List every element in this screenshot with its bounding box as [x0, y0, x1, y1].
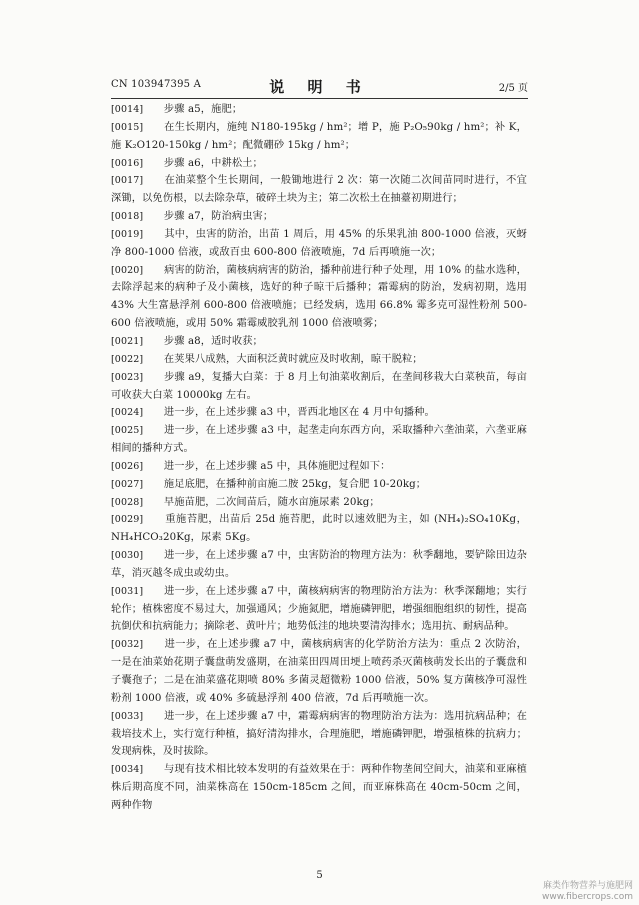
paragraph-number: [0032]: [111, 639, 144, 651]
document-title: 说 明 书: [269, 78, 370, 96]
header-rule: [111, 98, 528, 99]
paragraph-number: [0027]: [111, 478, 144, 490]
paragraph-text: 步骤 a6，中耕松土；: [143, 156, 263, 169]
paragraph-text: 进一步，在上述步骤 a3 中，晋西北地区在 4 月中旬播种。: [143, 406, 435, 419]
patent-number: CN 103947395 A: [111, 79, 202, 90]
paragraph-text: 进一步，在上述步骤 a7 中，霜霉病病害的物理防治方法为：选用抗病品种；在栽培技术上，实行宽行种植，搞好清沟排水，合理施肥，增施磷钾肥，增强植株的抗病力；发现病株，及时拔除。: [111, 709, 527, 758]
page-indicator: 2/5 页: [498, 83, 528, 94]
page-number: 5: [316, 870, 323, 881]
paragraph-0032: [111, 636, 527, 707]
paragraph-0025: [111, 422, 527, 458]
site-watermark: [542, 881, 633, 903]
paragraph-text: 重施苔肥，出苗后 25d 施苔肥，此时以速效肥为主，如 (NH₄)₂SO₄10Kg，NH₄HCO₃20Kg，尿素 5Kg。: [111, 513, 527, 544]
paragraph-0018: [111, 208, 527, 226]
paragraph-0034: [111, 761, 527, 815]
paragraph-0029: [111, 511, 527, 547]
paragraph-text: 进一步，在上述步骤 a7 中，菌核病病害的物理防治方法为：秋季深翻地；实行轮作；植株密度不易过大，加强通风；少施氮肥，增施磷钾肥，增强细胞组织的韧性，提高抗倒伏和抗病能力；摘除老、黄叶片；地势低洼的地块要清沟排水；选用抗、耐病品种。: [111, 584, 527, 633]
paragraph-text: 在油菜整个生长期间，一般锄地进行 2 次：第一次随二次间苗同时进行，不宜深锄，以免伤根，以去除杂草，破碎土块为主；第二次松土在抽薹初期进行；: [111, 174, 527, 205]
paragraph-number: [0019]: [111, 228, 144, 240]
paragraph-number: [0014]: [111, 104, 144, 115]
page-header: [111, 76, 528, 96]
paragraph-number: [0016]: [111, 157, 144, 169]
paragraph-text: 进一步，在上述步骤 a7 中，虫害防治的物理方法为：秋季翻地，要铲除田边杂草，消灭越冬成虫或幼虫。: [111, 549, 527, 579]
paragraph-number: [0031]: [111, 585, 144, 597]
paragraph-number: [0028]: [111, 496, 144, 508]
paragraph-0020: [111, 262, 527, 333]
paragraph-text: 与现有技术相比较本发明的有益效果在于：两种作物垄间空间大，油菜和亚麻植株后期高度不同，油菜株高在 150cm-185cm 之间，而亚麻株高在 40cm-50cm 之间，两种作物: [111, 763, 527, 811]
paragraph-0031: [111, 583, 527, 637]
paragraph-0021: [111, 333, 527, 351]
paragraph-number: [0020]: [111, 264, 144, 276]
paragraph-text: 早施苗肥，二次间苗后，随水亩施尿素 20kg；: [143, 495, 380, 508]
paragraph-number: [0023]: [111, 371, 144, 383]
paragraph-text: 在生长期内，施纯 N180-195kg / hm²；增 P，施 P₂O₅90kg / hm²；补 K，施 K₂O120-150kg / hm²；配微硼砂 15kg / hm²；: [111, 120, 527, 151]
paragraph-0033: [111, 708, 527, 762]
paragraph-text: 步骤 a7，防治病虫害；: [143, 210, 274, 223]
paragraph-0027: [111, 476, 527, 494]
paragraph-0030: [111, 547, 527, 583]
paragraph-text: 步骤 a5，施肥；: [143, 103, 243, 115]
paragraph-0015: [111, 119, 527, 155]
paragraph-text: 其中，虫害的防治，出苗 1 周后，用 45% 的乐果乳油 800-1000 倍液，灭蚜净 800-1000 倍液，或敌百虫 600-800 倍液喷施，7d 后再喷施一次；: [111, 227, 527, 258]
paragraph-0014: [111, 101, 527, 119]
description-body: [111, 101, 527, 815]
paragraph-0017: [111, 172, 527, 208]
paragraph-number: [0018]: [111, 211, 144, 223]
paragraph-number: [0029]: [111, 514, 144, 526]
paragraph-0026: [111, 458, 527, 476]
paragraph-number: [0015]: [111, 121, 144, 133]
paragraph-number: [0030]: [111, 550, 144, 562]
paragraph-text: 在荚果八成熟，大面积泛黄时就应及时收割，晾干脱粒；: [143, 352, 423, 365]
paragraph-0028: [111, 494, 527, 512]
paragraph-number: [0022]: [111, 353, 144, 365]
paragraph-number: [0033]: [111, 710, 144, 722]
paragraph-number: [0026]: [111, 460, 144, 472]
paragraph-number: [0025]: [111, 425, 144, 437]
paragraph-0023: [111, 369, 527, 405]
paragraph-text: 进一步，在上述步骤 a5 中，具体施肥过程如下：: [143, 459, 391, 472]
paragraph-number: [0024]: [111, 407, 144, 419]
paragraph-0022: [111, 351, 527, 369]
paragraph-text: 病害的防治，菌核病病害的防治，播种前进行种子处理，用 10% 的盐水选种，去除浮起来的病种子及小菌核，选好的种子晾干后播种；霜霉病的防治，发病初期，选用 43% 大生富悬浮剂 600-800 倍液喷施；已经发病，选用 66.8% 霉多克可湿性粉剂 500-600 倍液喷施，或用 50% 霜霉威胶乳剂 1000 倍液喷雾；: [111, 263, 527, 330]
paragraph-0024: [111, 404, 527, 422]
paragraph-text: 步骤 a9，复播大白菜：于 8 月上旬油菜收割后，在垄间移栽大白菜秧苗，每亩可收获大白菜 10000kg 左右。: [111, 370, 527, 401]
watermark-url: www.fibercrops.com: [542, 892, 633, 902]
paragraph-text: 进一步，在上述步骤 a3 中，起垄走向东西方向，采取播种六垄油菜，六垄亚麻相间的播种方式。: [111, 424, 527, 455]
paragraph-number: [0017]: [111, 175, 144, 187]
paragraph-text: 步骤 a8，适时收获；: [143, 334, 263, 347]
paragraph-text: 进一步，在上述步骤 a7 中，菌核病病害的化学防治方法为：重点 2 次防治，一是在油菜始花期子囊盘萌发盛期，在油菜田四周田埂上喷药杀灭菌核萌发长出的子囊盘和子囊孢子；二是在油菜盛花期喷 80% 多菌灵超微粉 1000 倍液，50% 复方菌核净可湿性粉剂 1000 倍液，或 40% 多硫悬浮剂 400 倍液，7d 后再喷施一次。: [111, 638, 527, 704]
paragraph-text: 施足底肥，在播种前亩施二胺 25kg，复合肥 10-20kg；: [143, 477, 427, 490]
watermark-site-name: 麻类作物营养与施肥网: [542, 881, 633, 891]
paragraph-0019: [111, 226, 527, 262]
paragraph-number: [0034]: [111, 764, 144, 776]
paragraph-number: [0021]: [111, 335, 144, 347]
paragraph-0016: [111, 155, 527, 173]
